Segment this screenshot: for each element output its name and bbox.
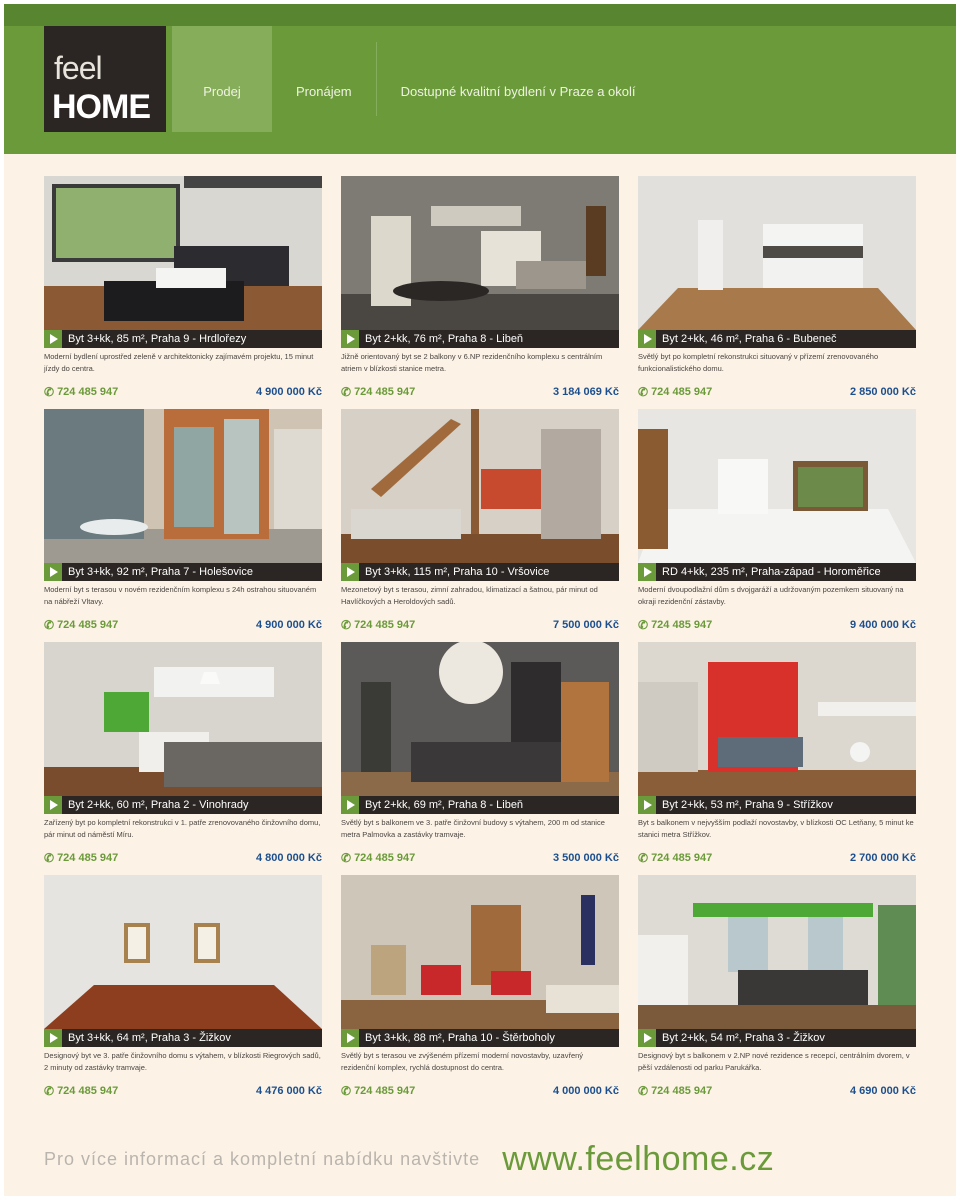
listing-contact-row: [341, 850, 619, 866]
phone-icon: ✆: [638, 1084, 649, 1098]
listing-title[interactable]: Byt 2+kk, 60 m², Praha 2 - Vinohrady: [44, 796, 322, 814]
listing-contact-row: [638, 384, 916, 400]
listing-price: 2 700 000 Kč: [849, 852, 916, 864]
play-arrow-icon: [638, 563, 656, 581]
listing-card[interactable]: [44, 875, 322, 1103]
phone-icon: ✆: [341, 1084, 352, 1098]
listing-price: 4 690 000 Kč: [849, 1085, 916, 1097]
listing-card[interactable]: [638, 875, 916, 1103]
listing-title[interactable]: Byt 3+kk, 92 m², Praha 7 - Holešovice: [44, 563, 322, 581]
listing-title[interactable]: Byt 2+kk, 53 m², Praha 9 - Střížkov: [638, 796, 916, 814]
listing-photo[interactable]: [44, 409, 322, 563]
listing-description: Světlý byt po kompletní rekonstrukci situovaný v přízemí zrenovovaného funkcionalistického domu.: [638, 352, 879, 373]
listing-card[interactable]: [638, 642, 916, 870]
listing-photo[interactable]: [44, 642, 322, 796]
living-kitchen-photo: [44, 642, 322, 796]
phone-number[interactable]: ✆ 724 485 947: [44, 1084, 119, 1098]
phone-number[interactable]: ✆ 724 485 947: [341, 618, 416, 632]
phone-number[interactable]: ✆ 724 485 947: [341, 851, 416, 865]
listing-contact-row: [44, 384, 322, 400]
phone-number[interactable]: ✆ 724 485 947: [638, 618, 713, 632]
nav-tagline: Dostupné kvalitní bydlení v Praze a okolí: [400, 83, 636, 99]
listing-description: Světlý byt s terasou ve zvýšeném přízemí moderní novostavby, uzavřený rezidenční komplex, rychlá dostupnost do centra.: [341, 1051, 584, 1072]
listing-card[interactable]: [341, 409, 619, 637]
red-sofa-living-photo: [341, 875, 619, 1029]
play-arrow-icon: [341, 1029, 359, 1047]
listing-price: 3 184 069 Kč: [552, 386, 619, 398]
listing-title[interactable]: Byt 3+kk, 115 m², Praha 10 - Vršovice: [341, 563, 619, 581]
listing-price: 9 400 000 Kč: [849, 619, 916, 631]
living-room-photo: [44, 176, 322, 330]
phone-icon: ✆: [341, 851, 352, 865]
listing-description: Jižně orientovaný byt se 2 balkony v 6.NP rezidenčního komplexu s centrálním atriem v blízkosti stanice metra.: [341, 352, 603, 373]
phone-icon: ✆: [341, 618, 352, 632]
listing-title[interactable]: Byt 3+kk, 88 m², Praha 10 - Štěrboholy: [341, 1029, 619, 1047]
play-arrow-icon: [341, 330, 359, 348]
red-wall-living-photo: [638, 642, 916, 796]
listing-card[interactable]: [638, 176, 916, 404]
listing-photo[interactable]: [44, 875, 322, 1029]
listing-photo[interactable]: [341, 875, 619, 1029]
listing-contact-row: [44, 1083, 322, 1099]
phone-number[interactable]: ✆ 724 485 947: [638, 851, 713, 865]
listing-title[interactable]: Byt 2+kk, 76 m², Praha 8 - Libeň: [341, 330, 619, 348]
listing-price: 4 900 000 Kč: [255, 619, 322, 631]
listing-description: Designový byt s balkonem v 2.NP nové rezidence s recepcí, centrálním dvorem, v pěší vzdálenosti od parku Parukářka.: [638, 1051, 910, 1072]
play-arrow-icon: [44, 330, 62, 348]
listing-price: 4 000 000 Kč: [552, 1085, 619, 1097]
listing-photo[interactable]: [638, 642, 916, 796]
header-top-strip: [4, 4, 956, 26]
listing-card[interactable]: [341, 176, 619, 404]
phone-icon: ✆: [638, 851, 649, 865]
listing-contact-row: [341, 384, 619, 400]
listing-title[interactable]: Byt 2+kk, 46 m², Praha 6 - Bubeneč: [638, 330, 916, 348]
listing-title[interactable]: Byt 3+kk, 85 m², Praha 9 - Hrdlořezy: [44, 330, 322, 348]
listing-price: 4 900 000 Kč: [255, 386, 322, 398]
empty-room-photo: [44, 875, 322, 1029]
listing-card[interactable]: [638, 409, 916, 637]
phone-number[interactable]: ✆ 724 485 947: [44, 851, 119, 865]
listing-description: Moderní dvoupodlažní dům s dvojgaráží a udržovaným pozemkem situovaný na okraji rezidenční zástavby.: [638, 585, 904, 606]
listing-photo[interactable]: [638, 176, 916, 330]
logo-feel-text: feel: [54, 50, 102, 86]
phone-number[interactable]: ✆ 724 485 947: [638, 1084, 713, 1098]
listing-contact-row: [341, 617, 619, 633]
phone-number[interactable]: ✆ 724 485 947: [44, 385, 119, 399]
footer-text: Pro více informací a kompletní nabídku navštivte: [44, 1148, 481, 1169]
listing-contact-row: [638, 617, 916, 633]
logo-home-text: HOME: [52, 88, 150, 126]
play-arrow-icon: [341, 796, 359, 814]
phone-icon: ✆: [44, 851, 55, 865]
listing-description: Světlý byt s balkonem ve 3. patře činžovní budovy s výtahem, 200 m od stanice metra Palmovka a zastávky tramvaje.: [341, 818, 605, 839]
listing-contact-row: [638, 850, 916, 866]
phone-number[interactable]: ✆ 724 485 947: [341, 1084, 416, 1098]
listing-price: 2 850 000 Kč: [849, 386, 916, 398]
phone-number[interactable]: ✆ 724 485 947: [341, 385, 416, 399]
listing-description: Moderní byt s terasou v novém rezidenčním komplexu s 24h ostrahou situovaném na nábřeží Vltavy.: [44, 585, 317, 606]
nav-pronajem[interactable]: Pronájem: [296, 83, 352, 99]
play-arrow-icon: [638, 796, 656, 814]
phone-icon: ✆: [638, 618, 649, 632]
listing-photo[interactable]: [341, 176, 619, 330]
listing-contact-row: [638, 1083, 916, 1099]
listing-description: Mezonetový byt s terasou, zimní zahradou, klimatizací a šatnou, pár minut od Havlíčkových a Heroldových sadů.: [341, 585, 598, 606]
play-arrow-icon: [44, 563, 62, 581]
listing-description: Moderní bydlení uprostřed zeleně v architektonicky zajímavém projektu, 15 minut jízdy do centra.: [44, 352, 314, 373]
listing-card[interactable]: [341, 642, 619, 870]
phone-icon: ✆: [44, 1084, 55, 1098]
dining-room-photo: [341, 176, 619, 330]
listing-contact-row: [341, 1083, 619, 1099]
listing-card[interactable]: [44, 409, 322, 637]
listing-title[interactable]: Byt 2+kk, 69 m², Praha 8 - Libeň: [341, 796, 619, 814]
listing-contact-row: [44, 850, 322, 866]
listing-photo[interactable]: [341, 642, 619, 796]
listing-photo[interactable]: [341, 409, 619, 563]
green-wall-living-photo: [638, 875, 916, 1029]
listing-card[interactable]: [341, 875, 619, 1103]
house-interior-photo: [638, 409, 916, 563]
play-arrow-icon: [44, 1029, 62, 1047]
listing-title[interactable]: Byt 2+kk, 54 m², Praha 3 - Žižkov: [638, 1029, 916, 1047]
listing-photo[interactable]: [638, 875, 916, 1029]
phone-number[interactable]: ✆ 724 485 947: [44, 618, 119, 632]
flyer-page: [4, 4, 956, 1196]
listing-photo[interactable]: [44, 176, 322, 330]
phone-icon: ✆: [44, 385, 55, 399]
website-link[interactable]: www.feelhome.cz: [502, 1139, 775, 1178]
play-arrow-icon: [638, 330, 656, 348]
listing-title[interactable]: Byt 3+kk, 64 m², Praha 3 - Žižkov: [44, 1029, 322, 1047]
main-nav: [172, 26, 660, 132]
footer: [44, 1134, 916, 1184]
phone-icon: ✆: [341, 385, 352, 399]
loft-photo: [341, 409, 619, 563]
feelhome-logo[interactable]: [44, 26, 166, 132]
listing-description: Zařízený byt po kompletní rekonstrukci v 1. patře zrenovovaného činžovního domu, pár minut od náměstí Míru.: [44, 818, 321, 839]
terrace-photo: [44, 409, 322, 563]
listing-title[interactable]: RD 4+kk, 235 m², Praha-západ - Horoměřice: [638, 563, 916, 581]
play-arrow-icon: [638, 1029, 656, 1047]
listing-photo[interactable]: [638, 409, 916, 563]
bedroom-photo: [341, 642, 619, 796]
play-arrow-icon: [341, 563, 359, 581]
listing-card[interactable]: [44, 642, 322, 870]
listing-price: 4 476 000 Kč: [255, 1085, 322, 1097]
phone-number[interactable]: ✆ 724 485 947: [638, 385, 713, 399]
listing-price: 7 500 000 Kč: [552, 619, 619, 631]
listing-description: Byt s balkonem v nejvyšším podlaží novostavby, v blízkosti OC Letňany, 5 minut ke stanici metra Střížkov.: [638, 818, 914, 839]
listing-price: 3 500 000 Kč: [552, 852, 619, 864]
phone-icon: ✆: [44, 618, 55, 632]
listing-contact-row: [44, 617, 322, 633]
kitchen-photo: [638, 176, 916, 330]
listing-description: Designový byt ve 3. patře činžovního domu s výtahem, v blízkosti Riegrových sadů, 2 minuty od zastávky tramvaje.: [44, 1051, 321, 1072]
listing-card[interactable]: [44, 176, 322, 404]
play-arrow-icon: [44, 796, 62, 814]
nav-prodej[interactable]: Prodej: [172, 26, 272, 132]
phone-icon: ✆: [638, 385, 649, 399]
listing-price: 4 800 000 Kč: [255, 852, 322, 864]
header: [4, 4, 956, 154]
